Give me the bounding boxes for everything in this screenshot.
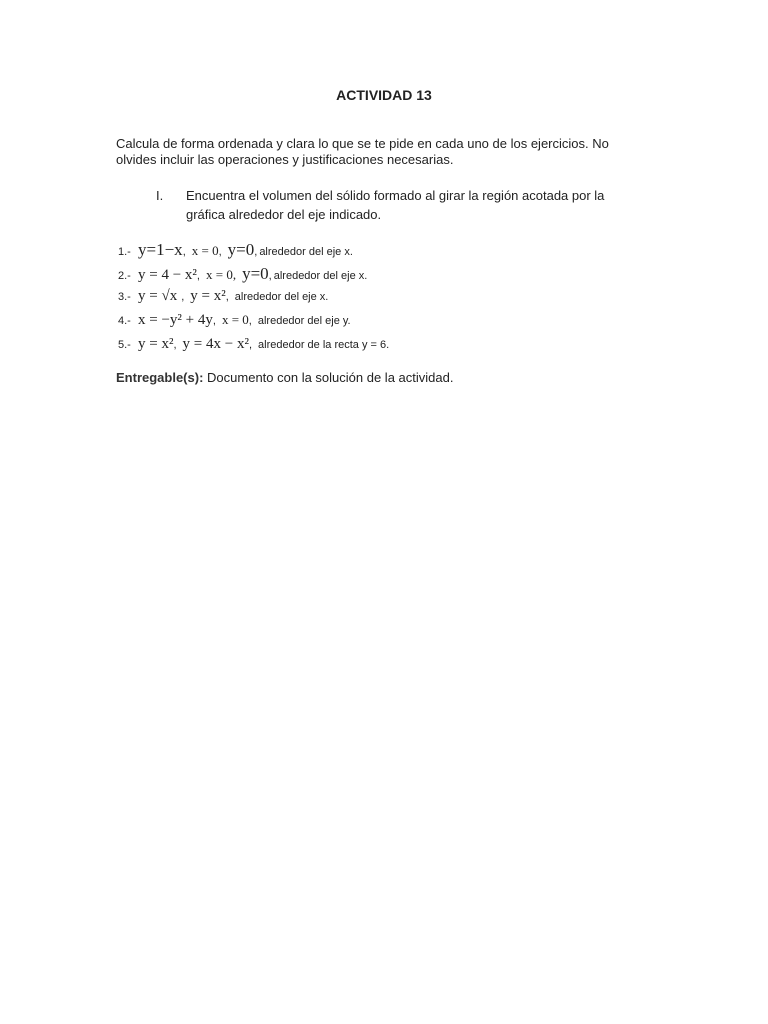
exercise-number: 3.- xyxy=(118,291,131,303)
rotation-axis: alrededor del eje x. xyxy=(234,291,329,303)
exercise-item xyxy=(118,264,678,288)
equation: x = −y² + 4y xyxy=(138,312,213,328)
separator: , xyxy=(254,246,258,258)
separator: , xyxy=(225,291,229,303)
separator: , xyxy=(268,270,272,282)
equation: y = √x xyxy=(138,288,178,304)
equation: y=0 xyxy=(227,240,255,259)
exercise-item xyxy=(118,240,678,264)
equation: y=0 xyxy=(242,264,269,283)
rotation-axis: alrededor de la recta y = 6. xyxy=(258,339,390,351)
rotation-axis: alrededor del eje x. xyxy=(259,246,353,258)
separator: , xyxy=(248,339,253,351)
exercise-item xyxy=(118,288,678,312)
rotation-axis: alrededor del eje y. xyxy=(257,315,351,327)
equation: y = x² xyxy=(190,288,226,304)
page-title: ACTIVIDAD 13 xyxy=(336,87,432,103)
deliverable-text: Documento con la solución de la actividad. xyxy=(207,370,454,385)
rotation-axis: alrededor del eje x. xyxy=(273,270,368,282)
exercise-number: 4.- xyxy=(118,315,131,327)
equation: y=1−x xyxy=(138,240,183,259)
separator: , xyxy=(248,315,252,327)
exercise-number: 2.- xyxy=(118,270,131,282)
equation: x = 0 xyxy=(191,243,219,258)
section-heading xyxy=(156,186,636,224)
separator: , xyxy=(182,246,186,258)
equation: y = 4x − x² xyxy=(182,336,249,352)
exercise-list xyxy=(118,240,678,360)
section-text: Encuentra el volumen del sólido formado al girar la región acotada por la gráfica alrededor del eje indicado. xyxy=(186,188,605,222)
separator: , xyxy=(218,246,222,258)
equation: x = 0, xyxy=(205,267,237,282)
separator: , xyxy=(212,315,216,327)
exercise-item xyxy=(118,312,678,336)
deliverable-label: Entregable(s): xyxy=(116,370,204,385)
exercise-item xyxy=(118,336,678,360)
separator: , xyxy=(181,291,185,303)
equation: x = 0 xyxy=(221,312,249,327)
equation: y = 4 − x² xyxy=(138,267,197,283)
deliverable-line xyxy=(116,370,453,385)
section-numeral: I. xyxy=(156,188,164,203)
instructions-paragraph: Calcula de forma ordenada y clara lo que se te pide en cada uno de los ejercicios. No olvides incluir las operaciones y justificaciones necesarias. xyxy=(116,136,609,167)
exercise-number: 1.- xyxy=(118,246,131,258)
separator: , xyxy=(173,339,177,351)
exercise-number: 5.- xyxy=(118,339,131,351)
separator: , xyxy=(196,270,200,282)
equation: y = x² xyxy=(138,336,174,352)
